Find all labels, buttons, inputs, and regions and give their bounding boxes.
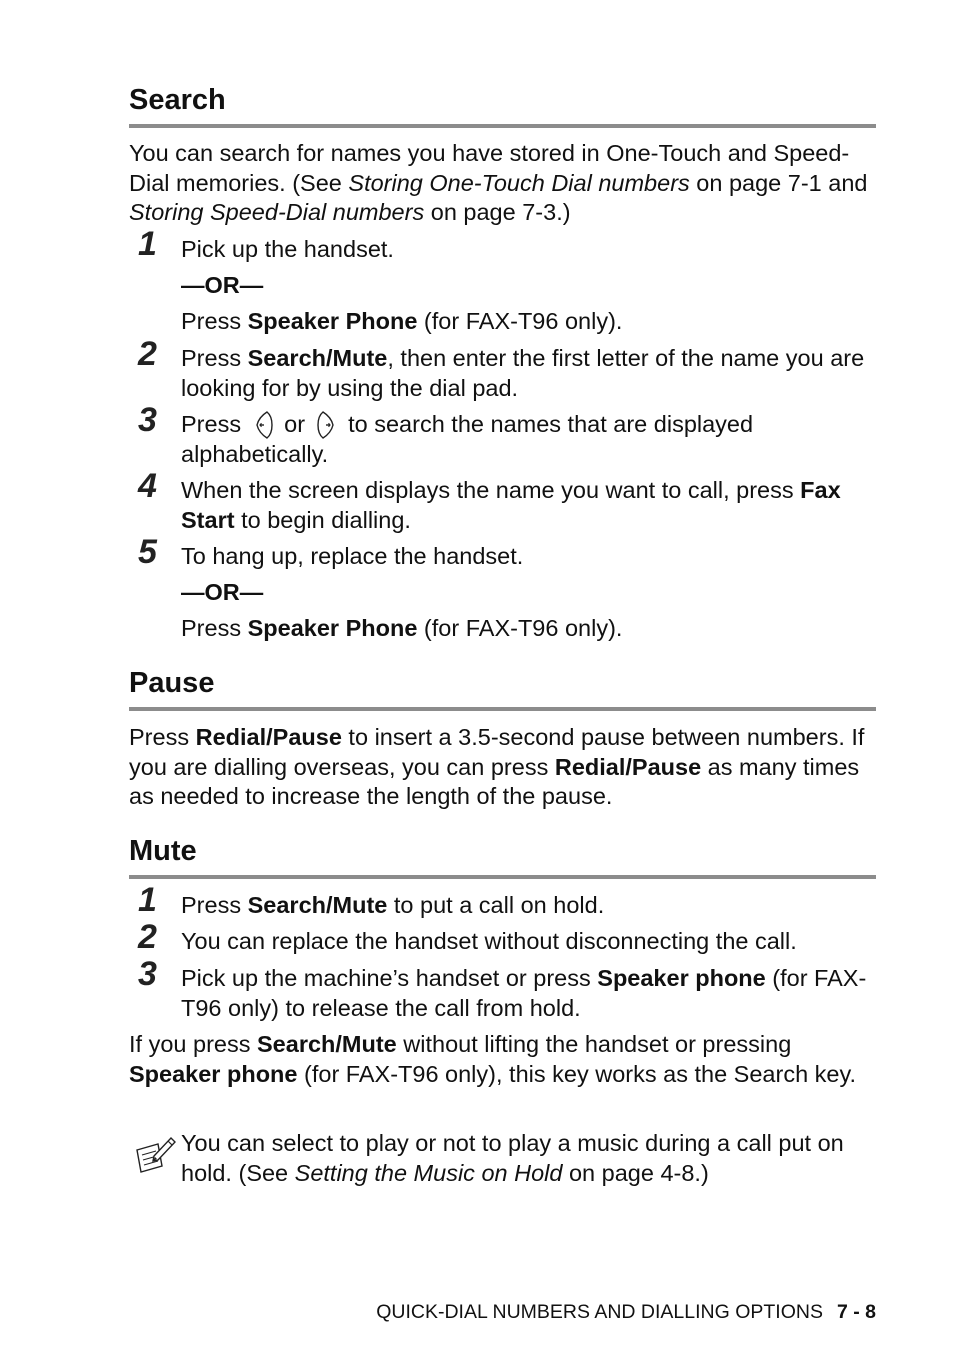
mute-step-3-text — [181, 964, 876, 1023]
fax-start-key-label: Fax Start — [181, 477, 841, 533]
note-ref-music-on-hold: Setting the Music on Hold — [294, 1159, 563, 1186]
mute-step-1-text — [181, 891, 876, 921]
mute-para-text-3: (for FAX-T96 only), this key works as the Search key. — [297, 1060, 857, 1087]
search-step-5-after: (for FAX-T96 only). — [417, 615, 623, 641]
search-step-2-press: Press — [181, 345, 248, 371]
mute-step-3-number: 3 — [138, 955, 157, 993]
search-intro-paragraph — [129, 139, 879, 228]
mute-step-1-number: 1 — [138, 881, 157, 919]
speaker-phone-key-label: Speaker Phone — [247, 308, 418, 334]
speaker-phone-key-label: Speaker phone — [597, 965, 766, 991]
mute-step-3-before: Pick up the machine’s handset or press — [181, 965, 598, 991]
mute-step-3-after: (for FAX-T96 only) to release the call from hold. — [181, 965, 867, 1021]
search-step-1-press: Press — [181, 308, 248, 334]
note-pencil-icon — [134, 1134, 176, 1174]
footer-page-number: 7 - 8 — [836, 1301, 876, 1323]
mute-step-2-number: 2 — [138, 918, 157, 956]
search-intro-text-2: on page 7-1 and — [689, 169, 868, 196]
search-step-2-text — [181, 344, 876, 403]
right-arrow-key-icon — [316, 410, 338, 440]
search-step-2-number: 2 — [138, 335, 157, 373]
search-step-5-number: 5 — [138, 533, 157, 571]
search-step-4-number: 4 — [138, 467, 157, 505]
speaker-phone-key-label: Speaker Phone — [247, 615, 418, 641]
search-step-5-press: Press — [181, 615, 248, 641]
search-step-2-after: , then enter the first letter of the name you are looking for by using the dial pad. — [181, 345, 865, 401]
search-intro-ref-one-touch: Storing One-Touch Dial numbers — [348, 169, 690, 196]
pause-text-3: as many times as needed to increase the length of the pause. — [129, 753, 860, 809]
mute-step-2-text: You can replace the handset without disconnecting the call. — [181, 928, 797, 954]
mute-heading: Mute — [129, 835, 197, 867]
mute-heading-rule — [129, 875, 876, 879]
search-heading-rule — [129, 124, 876, 128]
search-step-3-press: Press — [181, 411, 248, 437]
redial-pause-key-label: Redial/Pause — [554, 753, 702, 780]
mute-step-1-press: Press — [181, 892, 248, 918]
search-step-1-alt — [181, 307, 876, 337]
search-intro-text-3: on page 7-3.) — [424, 199, 571, 225]
speaker-phone-key-label: Speaker phone — [129, 1060, 298, 1087]
search-step-4-after: to begin dialling. — [234, 506, 411, 533]
pause-heading: Pause — [129, 667, 215, 699]
search-step-1-after: (for FAX-T96 only). — [417, 308, 623, 334]
mute-para-text-1: If you press — [129, 1031, 257, 1057]
pause-text-2: to insert a 3.5-second pause between numbers. If you are dialling overseas, you can press — [129, 724, 865, 780]
left-arrow-key-icon — [252, 410, 274, 440]
pause-text-1: Press — [129, 724, 196, 750]
pause-heading-rule — [129, 707, 876, 711]
search-mute-key-label: Search/Mute — [247, 345, 388, 371]
footer-chapter-title: QUICK-DIAL NUMBERS AND DIALLING OPTIONS — [376, 1301, 823, 1323]
search-step-3-number: 3 — [138, 401, 157, 439]
note-text-2: on page 4-8.) — [562, 1159, 709, 1186]
mute-para-text-2: without lifting the handset or pressing — [396, 1031, 792, 1057]
search-step-1-or: —OR— — [181, 272, 264, 298]
redial-pause-key-label: Redial/Pause — [195, 724, 342, 750]
search-step-1-text: Pick up the handset. — [181, 236, 394, 262]
search-step-4-before: When the screen displays the name you want to call, press — [181, 477, 801, 503]
search-mute-key-label: Search/Mute — [257, 1031, 397, 1057]
mute-paragraph — [129, 1030, 879, 1089]
note-text-1: You can select to play or not to play a music during a call put on hold. (See — [181, 1130, 844, 1186]
search-heading: Search — [129, 84, 226, 116]
search-step-1-number: 1 — [138, 225, 157, 263]
search-step-5-or: —OR— — [181, 579, 264, 605]
search-step-4-text — [181, 476, 876, 535]
note-text — [181, 1129, 876, 1188]
search-step-5-alt — [181, 614, 876, 644]
page-footer — [376, 1300, 876, 1324]
search-intro-text-1: You can search for names you have stored in One-Touch and Speed-Dial memories. (See — [129, 140, 850, 196]
search-step-3-after: to search the names that are displayed alphabetically. — [181, 411, 754, 467]
search-mute-key-label: Search/Mute — [247, 892, 388, 918]
pause-paragraph — [129, 723, 879, 812]
search-step-5-text: To hang up, replace the handset. — [181, 543, 524, 569]
search-intro-ref-speed-dial: Storing Speed-Dial numbers — [129, 199, 425, 225]
search-step-3-text — [181, 410, 876, 470]
search-step-3-or-word: or — [277, 411, 312, 437]
mute-step-1-after: to put a call on hold. — [387, 892, 605, 918]
